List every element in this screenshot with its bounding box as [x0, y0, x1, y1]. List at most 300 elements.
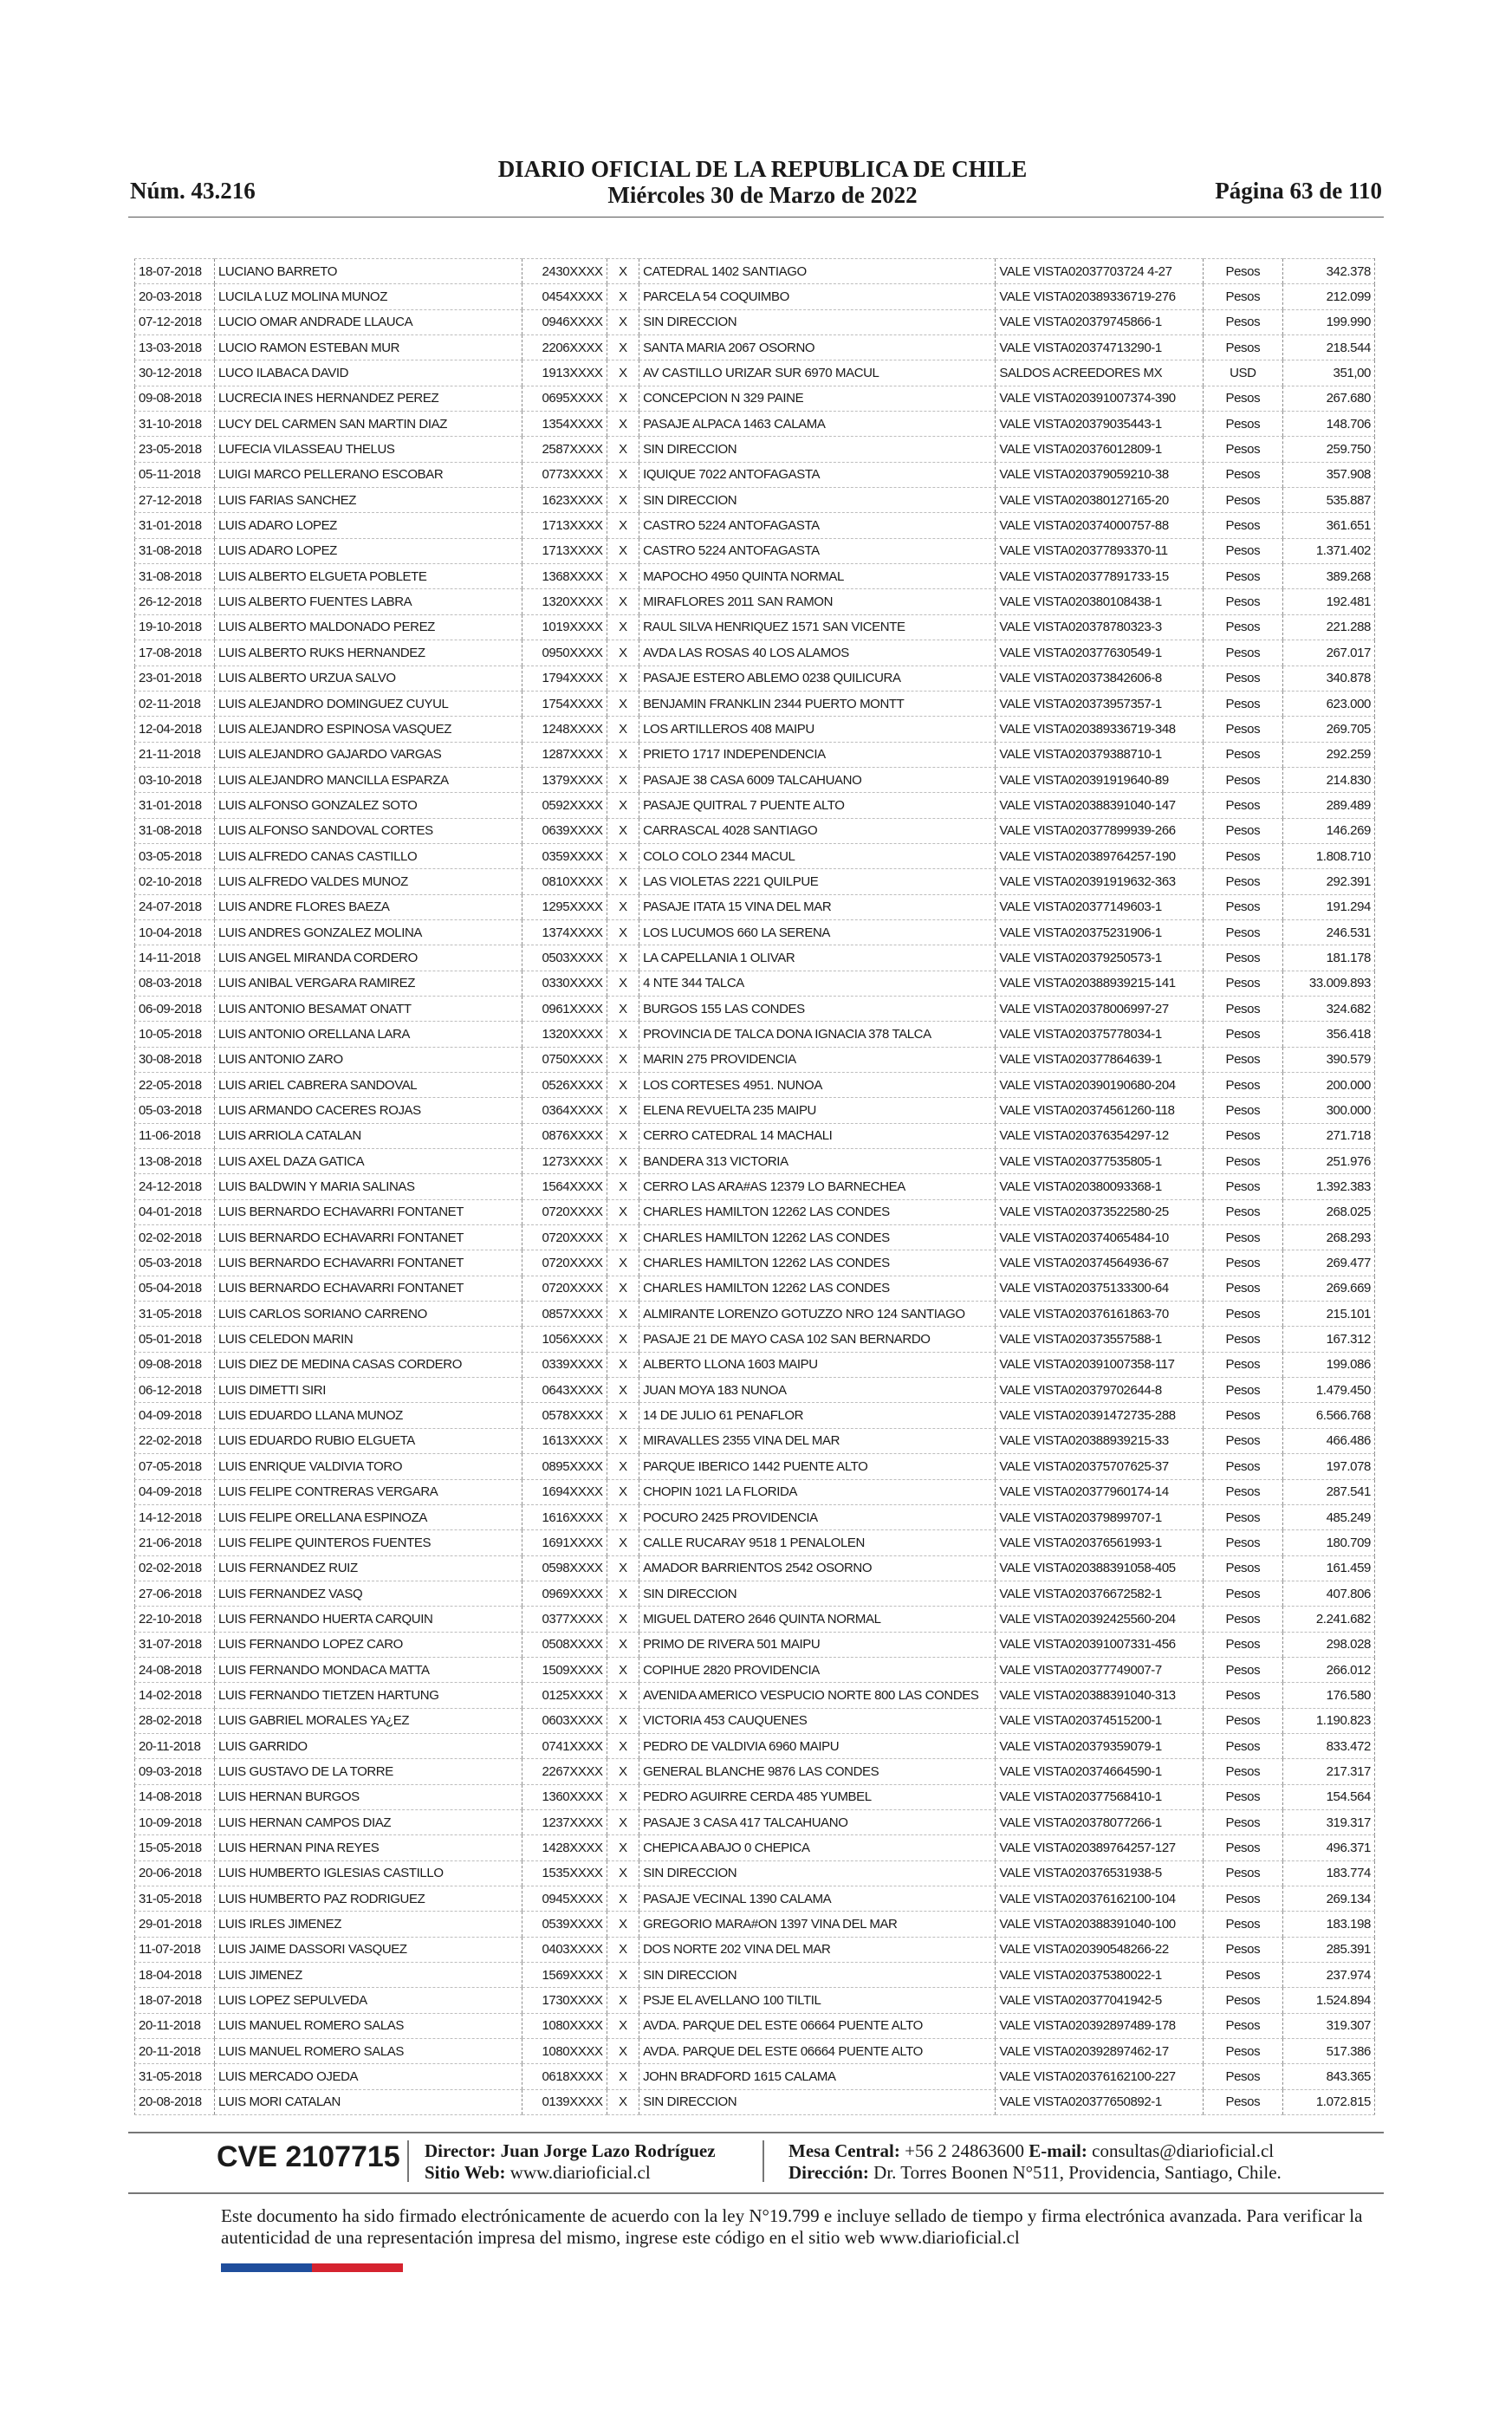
currency-cell: Pesos: [1203, 488, 1282, 513]
site-link[interactable]: www.diarioficial.cl: [509, 2162, 651, 2183]
table-row: [135, 2039, 1375, 2064]
amount-cell: 292.259: [1282, 742, 1374, 767]
address-cell: MIRAVALLES 2355 VINA DEL MAR: [639, 1428, 996, 1453]
date-cell: 18-07-2018: [135, 259, 215, 284]
date-cell: 02-02-2018: [135, 1225, 215, 1250]
amount-cell: 319.317: [1282, 1809, 1374, 1834]
issue-number: Núm. 43.216: [130, 178, 256, 204]
amount-cell: 324.682: [1282, 996, 1374, 1021]
rut-cell: 1691XXXX: [522, 1530, 607, 1555]
amount-cell: 237.974: [1282, 1963, 1374, 1988]
address-cell: ALMIRANTE LORENZO GOTUZZO NRO 124 SANTIAGO: [639, 1302, 996, 1327]
table-row: [135, 259, 1375, 284]
amount-cell: 485.249: [1282, 1504, 1374, 1529]
document-cell: VALE VISTA020379059210-38: [996, 462, 1204, 487]
address-cell: MARIN 275 PROVIDENCIA: [639, 1047, 996, 1072]
table-row: [135, 767, 1375, 792]
currency-cell: Pesos: [1203, 1403, 1282, 1428]
document-cell: VALE VISTA020389764257-190: [996, 843, 1204, 868]
beneficiary-name-cell: LUIS EDUARDO LLANA MUNOZ: [214, 1403, 522, 1428]
beneficiary-name-cell: LUIS ADARO LOPEZ: [214, 513, 522, 538]
address-cell: SIN DIRECCION: [639, 1963, 996, 1988]
rut-cell: 1713XXXX: [522, 513, 607, 538]
currency-cell: Pesos: [1203, 818, 1282, 843]
address-cell: LOS ARTILLEROS 408 MAIPU: [639, 717, 996, 742]
beneficiary-name-cell: LUIS ALFREDO CANAS CASTILLO: [214, 843, 522, 868]
amount-cell: 271.718: [1282, 1123, 1374, 1148]
date-cell: 14-08-2018: [135, 1784, 215, 1809]
document-cell: VALE VISTA020380093368-1: [996, 1174, 1204, 1199]
address-cell: MAPOCHO 4950 QUINTA NORMAL: [639, 564, 996, 589]
table-row: [135, 1784, 1375, 1809]
address-cell: PROVINCIA DE TALCA DONA IGNACIA 378 TALCA: [639, 1022, 996, 1047]
document-cell: VALE VISTA020392897489-178: [996, 2013, 1204, 2038]
document-cell: VALE VISTA020380127165-20: [996, 488, 1204, 513]
table-row: [135, 742, 1375, 767]
date-cell: 23-05-2018: [135, 437, 215, 462]
mark-cell: X: [607, 793, 639, 818]
brand-stripe-red: [312, 2263, 403, 2272]
currency-cell: Pesos: [1203, 2013, 1282, 2038]
address-cell: AV CASTILLO URIZAR SUR 6970 MACUL: [639, 360, 996, 386]
mark-cell: X: [607, 538, 639, 563]
beneficiary-name-cell: LUIS MORI CATALAN: [214, 2089, 522, 2114]
mark-cell: X: [607, 1378, 639, 1403]
currency-cell: Pesos: [1203, 1276, 1282, 1301]
currency-cell: Pesos: [1203, 640, 1282, 666]
currency-cell: Pesos: [1203, 1963, 1282, 1988]
document-cell: VALE VISTA020375133300-64: [996, 1276, 1204, 1301]
address-cell: CARRASCAL 4028 SANTIAGO: [639, 818, 996, 843]
mark-cell: X: [607, 2013, 639, 2038]
document-cell: VALE VISTA020378006997-27: [996, 996, 1204, 1021]
address-cell: SIN DIRECCION: [639, 488, 996, 513]
document-cell: VALE VISTA020377630549-1: [996, 640, 1204, 666]
date-cell: 09-08-2018: [135, 1352, 215, 1377]
amount-cell: 340.878: [1282, 666, 1374, 691]
header-divider: [128, 217, 1384, 218]
date-cell: 17-08-2018: [135, 640, 215, 666]
mark-cell: X: [607, 1555, 639, 1581]
document-cell: VALE VISTA020379899707-1: [996, 1504, 1204, 1529]
amount-cell: 833.472: [1282, 1733, 1374, 1758]
address-cell: SANTA MARIA 2067 OSORNO: [639, 335, 996, 360]
table-row: [135, 2064, 1375, 2089]
currency-cell: Pesos: [1203, 1504, 1282, 1529]
beneficiary-name-cell: LUIS ARRIOLA CATALAN: [214, 1123, 522, 1148]
beneficiary-name-cell: LUIS FERNANDEZ RUIZ: [214, 1555, 522, 1581]
rut-cell: 0598XXXX: [522, 1555, 607, 1581]
table-row: [135, 919, 1375, 945]
table-row: [135, 1733, 1375, 1758]
beneficiary-name-cell: LUCIO OMAR ANDRADE LLAUCA: [214, 309, 522, 334]
amount-cell: 259.750: [1282, 437, 1374, 462]
document-cell: VALE VISTA020379359079-1: [996, 1733, 1204, 1758]
date-cell: 14-02-2018: [135, 1683, 215, 1708]
mark-cell: X: [607, 360, 639, 386]
rut-cell: 1237XXXX: [522, 1809, 607, 1834]
document-cell: VALE VISTA020378077266-1: [996, 1809, 1204, 1834]
table-row: [135, 1022, 1375, 1047]
document-cell: VALE VISTA020392425560-204: [996, 1607, 1204, 1632]
address-cell: PASAJE 3 CASA 417 TALCAHUANO: [639, 1809, 996, 1834]
table-row: [135, 843, 1375, 868]
table-row: [135, 1352, 1375, 1377]
address-cell: CONCEPCION N 329 PAINE: [639, 386, 996, 411]
table-row: [135, 1098, 1375, 1123]
currency-cell: Pesos: [1203, 2039, 1282, 2064]
rut-cell: 0364XXXX: [522, 1098, 607, 1123]
address-cell: CHARLES HAMILTON 12262 LAS CONDES: [639, 1250, 996, 1276]
address-cell: AVDA. PARQUE DEL ESTE 06664 PUENTE ALTO: [639, 2039, 996, 2064]
mark-cell: X: [607, 1225, 639, 1250]
mark-cell: X: [607, 996, 639, 1021]
currency-cell: Pesos: [1203, 1657, 1282, 1682]
beneficiary-name-cell: LUIS ANGEL MIRANDA CORDERO: [214, 945, 522, 971]
date-cell: 31-07-2018: [135, 1632, 215, 1657]
beneficiary-name-cell: LUIS JAIME DASSORI VASQUEZ: [214, 1937, 522, 1962]
currency-cell: Pesos: [1203, 335, 1282, 360]
mark-cell: X: [607, 843, 639, 868]
beneficiary-name-cell: LUFECIA VILASSEAU THELUS: [214, 437, 522, 462]
currency-cell: Pesos: [1203, 259, 1282, 284]
document-cell: VALE VISTA020374564936-67: [996, 1250, 1204, 1276]
rut-cell: 0695XXXX: [522, 386, 607, 411]
date-cell: 10-09-2018: [135, 1809, 215, 1834]
amount-cell: 1.479.450: [1282, 1378, 1374, 1403]
address-cell: GENERAL BLANCHE 9876 LAS CONDES: [639, 1759, 996, 1784]
document-cell: VALE VISTA020379250573-1: [996, 945, 1204, 971]
address-label: Dirección:: [788, 2162, 869, 2183]
rut-cell: 0876XXXX: [522, 1123, 607, 1148]
date-cell: 10-05-2018: [135, 1022, 215, 1047]
mark-cell: X: [607, 1098, 639, 1123]
mark-cell: X: [607, 971, 639, 996]
address-cell: BANDERA 313 VICTORIA: [639, 1149, 996, 1174]
address-cell: JUAN MOYA 183 NUNOA: [639, 1378, 996, 1403]
currency-cell: Pesos: [1203, 589, 1282, 614]
address-cell: COLO COLO 2344 MACUL: [639, 843, 996, 868]
amount-cell: 269.134: [1282, 1886, 1374, 1912]
date-cell: 24-12-2018: [135, 1174, 215, 1199]
date-cell: 20-06-2018: [135, 1860, 215, 1886]
rut-cell: 0773XXXX: [522, 462, 607, 487]
masthead: [485, 156, 1040, 208]
mark-cell: X: [607, 1174, 639, 1199]
currency-cell: Pesos: [1203, 386, 1282, 411]
table-row: [135, 640, 1375, 666]
beneficiary-name-cell: LUIS ALFREDO VALDES MUNOZ: [214, 869, 522, 894]
amount-cell: 389.268: [1282, 564, 1374, 589]
address-cell: CASTRO 5224 ANTOFAGASTA: [639, 513, 996, 538]
beneficiary-name-cell: LUIS FERNANDO TIETZEN HARTUNG: [214, 1683, 522, 1708]
rut-cell: 0857XXXX: [522, 1302, 607, 1327]
document-cell: VALE VISTA020390190680-204: [996, 1073, 1204, 1098]
cve-code: CVE 2107715: [217, 2140, 400, 2173]
rut-cell: 0377XXXX: [522, 1607, 607, 1632]
currency-cell: Pesos: [1203, 1479, 1282, 1504]
footer-separator: [762, 2140, 764, 2182]
mark-cell: X: [607, 2039, 639, 2064]
address-cell: DOS NORTE 202 VINA DEL MAR: [639, 1937, 996, 1962]
date-cell: 05-01-2018: [135, 1327, 215, 1352]
beneficiary-name-cell: LUCILA LUZ MOLINA MUNOZ: [214, 284, 522, 309]
currency-cell: Pesos: [1203, 971, 1282, 996]
currency-cell: Pesos: [1203, 1581, 1282, 1606]
address-text: Dr. Torres Boonen N°511, Providencia, Santiago, Chile.: [873, 2162, 1282, 2183]
table-row: [135, 1708, 1375, 1733]
table-row: [135, 894, 1375, 919]
rut-cell: 1080XXXX: [522, 2039, 607, 2064]
document-cell: VALE VISTA020377650892-1: [996, 2089, 1204, 2114]
address-cell: COPIHUE 2820 PROVIDENCIA: [639, 1657, 996, 1682]
beneficiary-name-cell: LUCIO RAMON ESTEBAN MUR: [214, 335, 522, 360]
date-cell: 15-05-2018: [135, 1835, 215, 1860]
date-cell: 12-04-2018: [135, 717, 215, 742]
amount-cell: 33.009.893: [1282, 971, 1374, 996]
director-label: Director:: [425, 2140, 496, 2161]
address-cell: SIN DIRECCION: [639, 1581, 996, 1606]
mark-cell: X: [607, 869, 639, 894]
currency-cell: Pesos: [1203, 1199, 1282, 1224]
mark-cell: X: [607, 564, 639, 589]
table-row: [135, 1607, 1375, 1632]
mark-cell: X: [607, 1327, 639, 1352]
address-cell: AMADOR BARRIENTOS 2542 OSORNO: [639, 1555, 996, 1581]
currency-cell: Pesos: [1203, 767, 1282, 792]
currency-cell: Pesos: [1203, 666, 1282, 691]
amount-cell: 535.887: [1282, 488, 1374, 513]
date-cell: 05-04-2018: [135, 1276, 215, 1301]
address-cell: PASAJE 38 CASA 6009 TALCAHUANO: [639, 767, 996, 792]
amount-cell: 197.078: [1282, 1454, 1374, 1479]
mark-cell: X: [607, 1022, 639, 1047]
document-cell: VALE VISTA020378780323-3: [996, 614, 1204, 640]
amount-cell: 146.269: [1282, 818, 1374, 843]
table-row: [135, 1428, 1375, 1453]
table-row: [135, 1199, 1375, 1224]
currency-cell: Pesos: [1203, 742, 1282, 767]
currency-cell: Pesos: [1203, 1327, 1282, 1352]
mark-cell: X: [607, 284, 639, 309]
amount-cell: 215.101: [1282, 1302, 1374, 1327]
rut-cell: 1616XXXX: [522, 1504, 607, 1529]
table-row: [135, 1835, 1375, 1860]
address-cell: ELENA REVUELTA 235 MAIPU: [639, 1098, 996, 1123]
table-row: [135, 1683, 1375, 1708]
mark-cell: X: [607, 1479, 639, 1504]
address-cell: ALBERTO LLONA 1603 MAIPU: [639, 1352, 996, 1377]
mark-cell: X: [607, 1708, 639, 1733]
amount-cell: 268.025: [1282, 1199, 1374, 1224]
beneficiary-name-cell: LUIS CELEDON MARIN: [214, 1327, 522, 1352]
rut-cell: 1354XXXX: [522, 412, 607, 437]
currency-cell: Pesos: [1203, 1225, 1282, 1250]
address-cell: CHEPICA ABAJO 0 CHEPICA: [639, 1835, 996, 1860]
beneficiary-name-cell: LUIS ANDRE FLORES BAEZA: [214, 894, 522, 919]
mark-cell: X: [607, 335, 639, 360]
date-cell: 21-06-2018: [135, 1530, 215, 1555]
rut-cell: 0945XXXX: [522, 1886, 607, 1912]
table-row: [135, 360, 1375, 386]
rut-cell: 0950XXXX: [522, 640, 607, 666]
address-cell: PASAJE VECINAL 1390 CALAMA: [639, 1886, 996, 1912]
mark-cell: X: [607, 1963, 639, 1988]
amount-cell: 361.651: [1282, 513, 1374, 538]
site-label: Sitio Web:: [425, 2162, 506, 2183]
beneficiary-name-cell: LUIS ALFONSO GONZALEZ SOTO: [214, 793, 522, 818]
document-cell: VALE VISTA020376354297-12: [996, 1123, 1204, 1148]
beneficiary-name-cell: LUIS ARIEL CABRERA SANDOVAL: [214, 1073, 522, 1098]
publication-title: DIARIO OFICIAL DE LA REPUBLICA DE CHILE: [497, 156, 1028, 182]
mark-cell: X: [607, 691, 639, 716]
document-cell: VALE VISTA020373842606-8: [996, 666, 1204, 691]
address-cell: PASAJE ALPACA 1463 CALAMA: [639, 412, 996, 437]
date-cell: 31-05-2018: [135, 1886, 215, 1912]
date-cell: 31-10-2018: [135, 412, 215, 437]
rut-cell: 1754XXXX: [522, 691, 607, 716]
document-cell: VALE VISTA020375707625-37: [996, 1454, 1204, 1479]
address-cell: PEDRO AGUIRRE CERDA 485 YUMBEL: [639, 1784, 996, 1809]
amount-cell: 407.806: [1282, 1581, 1374, 1606]
beneficiary-name-cell: LUIS ANTONIO ZARO: [214, 1047, 522, 1072]
rut-cell: 2206XXXX: [522, 335, 607, 360]
currency-cell: Pesos: [1203, 919, 1282, 945]
amount-cell: 496.371: [1282, 1835, 1374, 1860]
mark-cell: X: [607, 742, 639, 767]
currency-cell: Pesos: [1203, 793, 1282, 818]
currency-cell: Pesos: [1203, 1378, 1282, 1403]
table-row: [135, 1378, 1375, 1403]
currency-cell: Pesos: [1203, 1632, 1282, 1657]
table-row: [135, 1149, 1375, 1174]
mark-cell: X: [607, 1912, 639, 1937]
mark-cell: X: [607, 1454, 639, 1479]
mark-cell: X: [607, 1937, 639, 1962]
address-cell: CERRO CATEDRAL 14 MACHALI: [639, 1123, 996, 1148]
rut-cell: 1295XXXX: [522, 894, 607, 919]
address-cell: CERRO LAS ARA#AS 12379 LO BARNECHEA: [639, 1174, 996, 1199]
table-row: [135, 971, 1375, 996]
rut-cell: 1273XXXX: [522, 1149, 607, 1174]
date-cell: 30-12-2018: [135, 360, 215, 386]
document-cell: VALE VISTA020391472735-288: [996, 1403, 1204, 1428]
amount-cell: 351,00: [1282, 360, 1374, 386]
mark-cell: X: [607, 589, 639, 614]
date-cell: 20-11-2018: [135, 2013, 215, 2038]
beneficiary-name-cell: LUIS ANDRES GONZALEZ MOLINA: [214, 919, 522, 945]
table-row: [135, 1276, 1375, 1301]
amount-cell: 289.489: [1282, 793, 1374, 818]
currency-cell: Pesos: [1203, 1683, 1282, 1708]
footer-separator: [407, 2140, 409, 2182]
address-cell: SIN DIRECCION: [639, 309, 996, 334]
mark-cell: X: [607, 1733, 639, 1758]
currency-cell: Pesos: [1203, 1835, 1282, 1860]
currency-cell: Pesos: [1203, 869, 1282, 894]
address-cell: PEDRO DE VALDIVIA 6960 MAIPU: [639, 1733, 996, 1758]
mark-cell: X: [607, 1073, 639, 1098]
date-cell: 02-02-2018: [135, 1555, 215, 1581]
rut-cell: 1564XXXX: [522, 1174, 607, 1199]
date-cell: 29-01-2018: [135, 1912, 215, 1937]
email-link[interactable]: consultas@diarioficial.cl: [1092, 2140, 1275, 2161]
document-cell: VALE VISTA020376012809-1: [996, 437, 1204, 462]
director-block: [425, 2140, 716, 2184]
table-row: [135, 309, 1375, 334]
address-cell: SIN DIRECCION: [639, 2089, 996, 2114]
beneficiary-name-cell: LUIS ANTONIO ORELLANA LARA: [214, 1022, 522, 1047]
mark-cell: X: [607, 1428, 639, 1453]
currency-cell: Pesos: [1203, 1759, 1282, 1784]
rut-cell: 0720XXXX: [522, 1276, 607, 1301]
table-row: [135, 793, 1375, 818]
document-cell: VALE VISTA020388391040-313: [996, 1683, 1204, 1708]
beneficiary-name-cell: LUCY DEL CARMEN SAN MARTIN DIAZ: [214, 412, 522, 437]
amount-cell: 1.392.383: [1282, 1174, 1374, 1199]
date-cell: 22-05-2018: [135, 1073, 215, 1098]
document-cell: VALE VISTA020375231906-1: [996, 919, 1204, 945]
date-cell: 23-01-2018: [135, 666, 215, 691]
address-cell: AVDA LAS ROSAS 40 LOS ALAMOS: [639, 640, 996, 666]
currency-cell: Pesos: [1203, 462, 1282, 487]
rut-cell: 1730XXXX: [522, 1988, 607, 2013]
rut-cell: 1080XXXX: [522, 2013, 607, 2038]
mark-cell: X: [607, 1047, 639, 1072]
document-cell: VALE VISTA020379035443-1: [996, 412, 1204, 437]
mark-cell: X: [607, 1886, 639, 1912]
rut-cell: 0330XXXX: [522, 971, 607, 996]
document-cell: VALE VISTA020373522580-25: [996, 1199, 1204, 1224]
beneficiary-name-cell: LUIS ANIBAL VERGARA RAMIREZ: [214, 971, 522, 996]
address-cell: PRIMO DE RIVERA 501 MAIPU: [639, 1632, 996, 1657]
mark-cell: X: [607, 1530, 639, 1555]
document-cell: VALE VISTA020388391040-100: [996, 1912, 1204, 1937]
document-cell: VALE VISTA020391007374-390: [996, 386, 1204, 411]
amount-cell: 300.000: [1282, 1098, 1374, 1123]
rut-cell: 0810XXXX: [522, 869, 607, 894]
amount-cell: 269.705: [1282, 717, 1374, 742]
date-cell: 22-10-2018: [135, 1607, 215, 1632]
address-cell: PASAJE 21 DE MAYO CASA 102 SAN BERNARDO: [639, 1327, 996, 1352]
document-cell: VALE VISTA020389764257-127: [996, 1835, 1204, 1860]
amount-cell: 285.391: [1282, 1937, 1374, 1962]
amount-cell: 212.099: [1282, 284, 1374, 309]
rut-cell: 1379XXXX: [522, 767, 607, 792]
document-cell: VALE VISTA020390548266-22: [996, 1937, 1204, 1962]
beneficiary-name-cell: LUIS EDUARDO RUBIO ELGUETA: [214, 1428, 522, 1453]
amount-cell: 217.317: [1282, 1759, 1374, 1784]
rut-cell: 0969XXXX: [522, 1581, 607, 1606]
rut-cell: 1287XXXX: [522, 742, 607, 767]
address-cell: SIN DIRECCION: [639, 1860, 996, 1886]
amount-cell: 843.365: [1282, 2064, 1374, 2089]
date-cell: 05-03-2018: [135, 1098, 215, 1123]
amount-cell: 148.706: [1282, 412, 1374, 437]
rut-cell: 0720XXXX: [522, 1250, 607, 1276]
date-cell: 07-12-2018: [135, 309, 215, 334]
document-cell: VALE VISTA020377891733-15: [996, 564, 1204, 589]
mesa-phone: +56 2 24863600: [905, 2140, 1024, 2161]
amount-cell: 267.017: [1282, 640, 1374, 666]
rut-cell: 1019XXXX: [522, 614, 607, 640]
document-cell: VALE VISTA020391919640-89: [996, 767, 1204, 792]
currency-cell: Pesos: [1203, 1733, 1282, 1758]
rut-cell: 0578XXXX: [522, 1403, 607, 1428]
beneficiary-name-cell: LUIS ENRIQUE VALDIVIA TORO: [214, 1454, 522, 1479]
rut-cell: 0139XXXX: [522, 2089, 607, 2114]
date-cell: 31-01-2018: [135, 793, 215, 818]
